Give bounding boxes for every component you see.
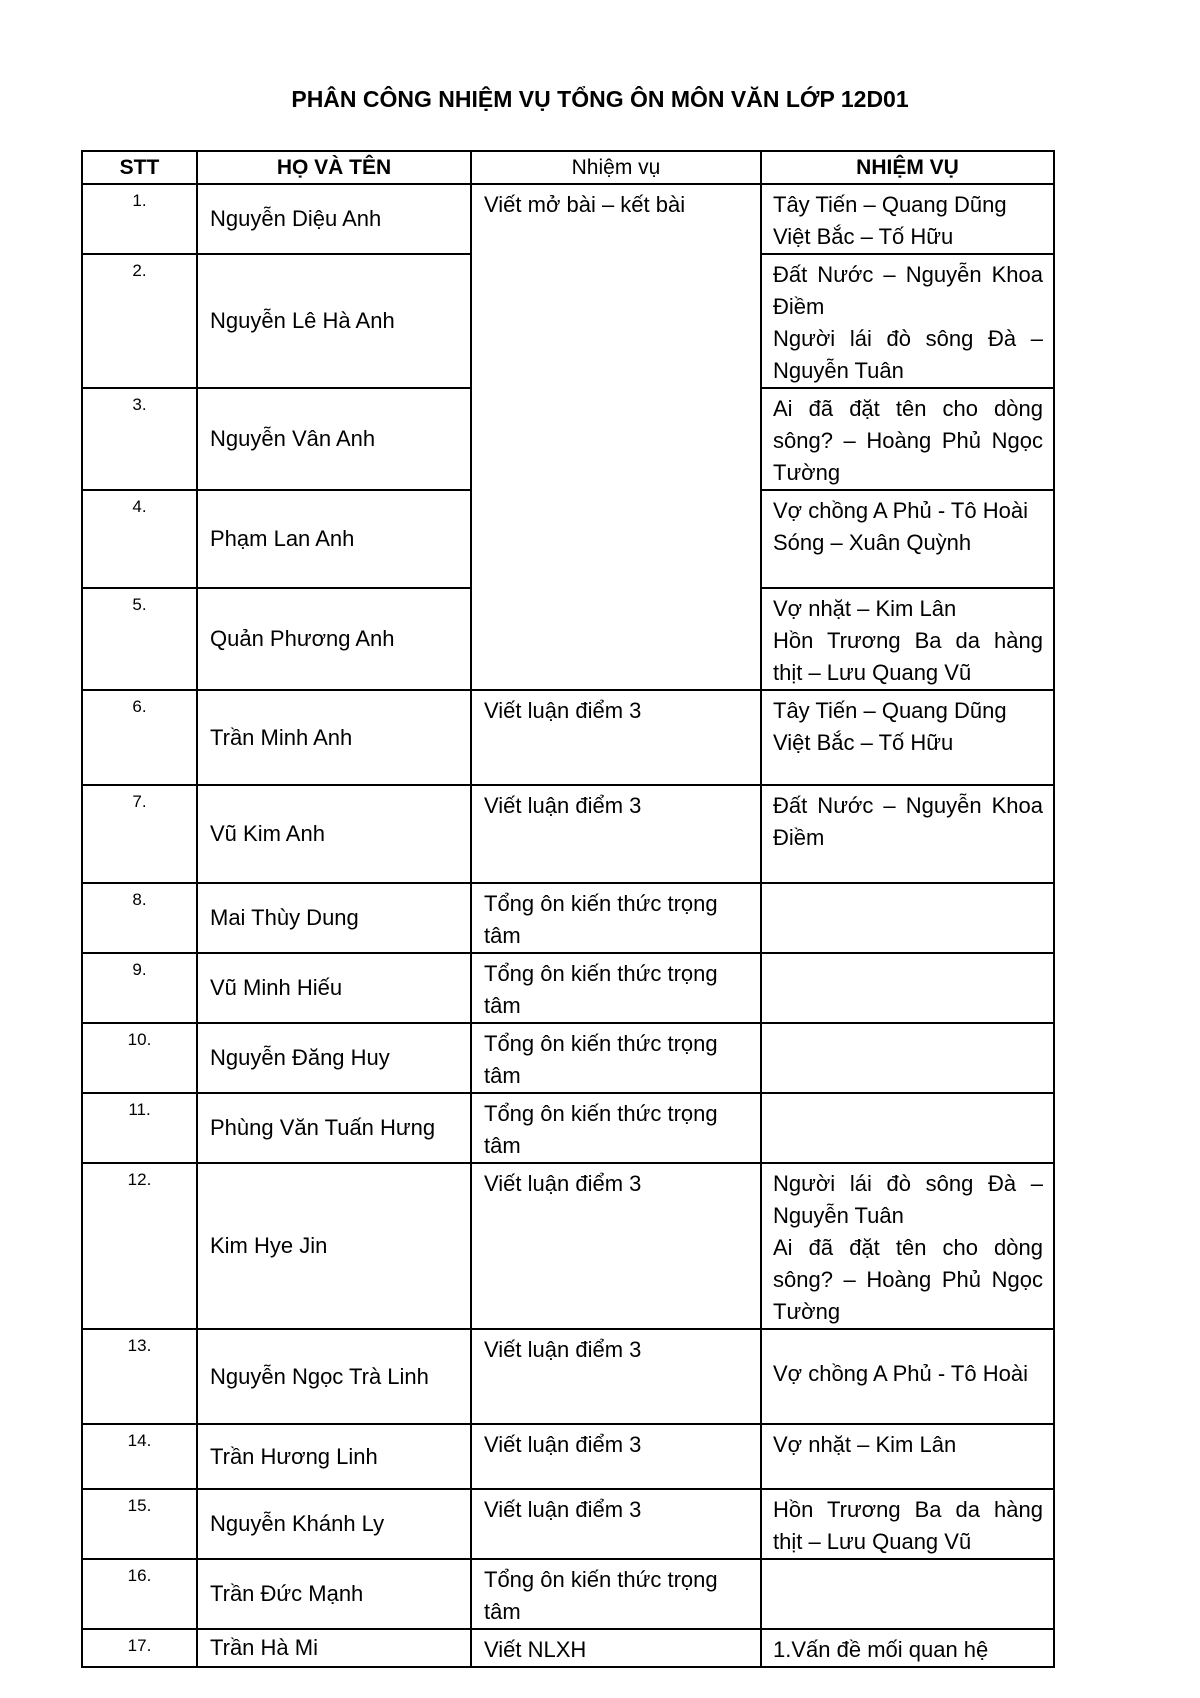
topic-line: Việt Bắc – Tố Hữu <box>773 730 954 755</box>
row-number: 13. <box>82 1329 197 1424</box>
task-cell: Viết luận điểm 3 <box>471 1424 761 1489</box>
topic-cell <box>761 1629 1054 1667</box>
student-name: Mai Thùy Dung <box>197 883 471 953</box>
topic-cell <box>761 1163 1054 1329</box>
row-number: 5. <box>82 588 197 690</box>
topic-line: Hồn Trương Ba da hàng thịt – Lưu Quang Vũ <box>773 628 1043 685</box>
topic-line: Tây Tiến – Quang Dũng <box>773 192 1007 217</box>
table-row <box>82 184 1054 254</box>
topic-line: 1.Vấn đề mối quan hệ <box>773 1637 989 1662</box>
header-topic: NHIỆM VỤ <box>761 151 1054 184</box>
task-cell: Tổng ôn kiến thức trọng tâm <box>471 883 761 953</box>
topic-line: Hồn Trương Ba da hàng thịt – Lưu Quang Vũ <box>773 1497 1043 1554</box>
topic-cell <box>761 1424 1054 1489</box>
header-stt: STT <box>82 151 197 184</box>
topic-line: Tây Tiến – Quang Dũng <box>773 698 1007 723</box>
row-number: 8. <box>82 883 197 953</box>
page-title: PHÂN CÔNG NHIỆM VỤ TỔNG ÔN MÔN VĂN LỚP 12D01 <box>291 86 909 112</box>
topic-line: Vợ chồng A Phủ - Tô Hoài <box>773 498 1028 523</box>
topic-line: Vợ nhặt – Kim Lân <box>773 596 957 621</box>
topic-cell <box>761 254 1054 388</box>
student-name: Trần Đức Mạnh <box>197 1559 471 1629</box>
row-number: 9. <box>82 953 197 1023</box>
row-number: 1. <box>82 184 197 254</box>
student-name: Nguyễn Ngọc Trà Linh <box>197 1329 471 1424</box>
topic-cell <box>761 785 1054 883</box>
topic-cell <box>761 588 1054 690</box>
student-name: Nguyễn Vân Anh <box>197 388 471 490</box>
table-row <box>82 785 1054 883</box>
topic-line: Đất Nước – Nguyễn Khoa Điềm <box>773 793 1043 850</box>
topic-line: Người lái đò sông Đà – Nguyễn Tuân <box>773 326 1043 383</box>
student-name: Nguyễn Khánh Ly <box>197 1489 471 1559</box>
topic-cell <box>761 1023 1054 1093</box>
student-name: Phạm Lan Anh <box>197 490 471 588</box>
row-number: 6. <box>82 690 197 785</box>
table-row <box>82 1559 1054 1629</box>
task-cell: Viết NLXH <box>471 1629 761 1667</box>
task-cell: Viết luận điểm 3 <box>471 690 761 785</box>
task-cell: Viết luận điểm 3 <box>471 1329 761 1424</box>
student-name: Trần Hà Mi <box>197 1629 471 1667</box>
table-row <box>82 1629 1054 1667</box>
task-cell: Viết mở bài – kết bài <box>471 184 761 690</box>
topic-cell <box>761 953 1054 1023</box>
header-task: Nhiệm vụ <box>471 151 761 184</box>
topic-cell <box>761 1093 1054 1163</box>
topic-line: Việt Bắc – Tố Hữu <box>773 224 954 249</box>
row-number: 2. <box>82 254 197 388</box>
student-name: Phùng Văn Tuấn Hưng <box>197 1093 471 1163</box>
table-row <box>82 953 1054 1023</box>
topic-line: Người lái đò sông Đà – Nguyễn Tuân <box>773 1171 1043 1228</box>
task-cell: Tổng ôn kiến thức trọng tâm <box>471 1023 761 1093</box>
topic-line: Vợ nhặt – Kim Lân <box>773 1432 957 1457</box>
task-cell: Viết luận điểm 3 <box>471 1489 761 1559</box>
topic-cell <box>761 1329 1054 1424</box>
task-cell: Tổng ôn kiến thức trọng tâm <box>471 953 761 1023</box>
topic-line: Ai đã đặt tên cho dòng sông? – Hoàng Phủ Ngọc Tường <box>773 396 1043 485</box>
header-full-name: HỌ VÀ TÊN <box>197 151 471 184</box>
topic-cell <box>761 690 1054 785</box>
table-row <box>82 1329 1054 1424</box>
task-cell: Viết luận điểm 3 <box>471 785 761 883</box>
row-number: 17. <box>82 1629 197 1667</box>
topic-line: Sóng – Xuân Quỳnh <box>773 530 972 555</box>
table-row <box>82 883 1054 953</box>
student-name: Trần Hương Linh <box>197 1424 471 1489</box>
topic-line: Ai đã đặt tên cho dòng sông? – Hoàng Phủ Ngọc Tường <box>773 1235 1043 1324</box>
row-number: 10. <box>82 1023 197 1093</box>
row-number: 16. <box>82 1559 197 1629</box>
row-number: 14. <box>82 1424 197 1489</box>
student-name: Trần Minh Anh <box>197 690 471 785</box>
table-row <box>82 1489 1054 1559</box>
row-number: 3. <box>82 388 197 490</box>
student-name: Quản Phương Anh <box>197 588 471 690</box>
topic-cell <box>761 184 1054 254</box>
topic-line: Đất Nước – Nguyễn Khoa Điềm <box>773 262 1043 319</box>
student-name: Vũ Kim Anh <box>197 785 471 883</box>
table-row <box>82 1093 1054 1163</box>
topic-cell <box>761 1489 1054 1559</box>
task-cell: Viết luận điểm 3 <box>471 1163 761 1329</box>
student-name: Vũ Minh Hiếu <box>197 953 471 1023</box>
row-number: 12. <box>82 1163 197 1329</box>
topic-line: Vợ chồng A Phủ - Tô Hoài <box>773 1361 1028 1386</box>
table-body <box>82 184 1054 1667</box>
row-number: 4. <box>82 490 197 588</box>
topic-cell <box>761 388 1054 490</box>
student-name: Nguyễn Lê Hà Anh <box>197 254 471 388</box>
row-number: 11. <box>82 1093 197 1163</box>
table-row <box>82 1023 1054 1093</box>
table-row <box>82 1163 1054 1329</box>
student-name: Nguyễn Đăng Huy <box>197 1023 471 1093</box>
assignment-table <box>81 150 1055 1668</box>
task-cell: Tổng ôn kiến thức trọng tâm <box>471 1093 761 1163</box>
table-row <box>82 1424 1054 1489</box>
table-header-row <box>82 151 1054 184</box>
topic-cell <box>761 490 1054 588</box>
student-name: Kim Hye Jin <box>197 1163 471 1329</box>
row-number: 7. <box>82 785 197 883</box>
row-number: 15. <box>82 1489 197 1559</box>
student-name: Nguyễn Diệu Anh <box>197 184 471 254</box>
topic-cell <box>761 883 1054 953</box>
topic-cell <box>761 1559 1054 1629</box>
task-cell: Tổng ôn kiến thức trọng tâm <box>471 1559 761 1629</box>
table-row <box>82 690 1054 785</box>
